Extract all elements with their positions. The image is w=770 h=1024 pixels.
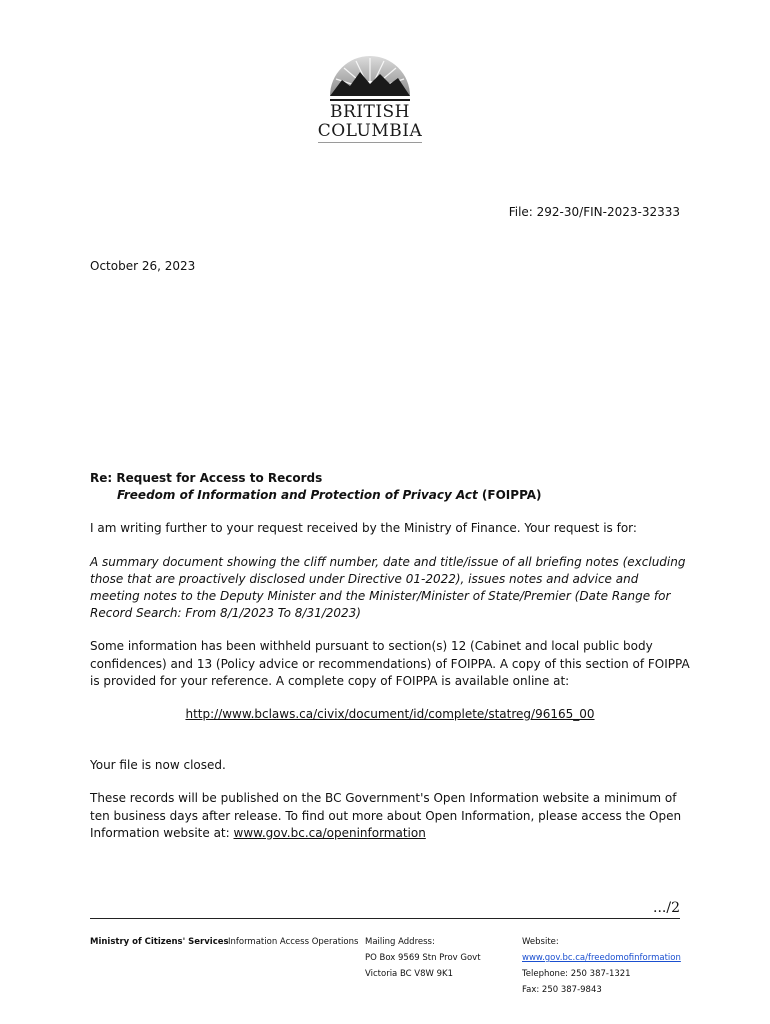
bc-logo xyxy=(312,46,428,146)
withheld-paragraph: Some information has been withheld pursuant to section(s) 12 (Cabinet and local public body confidences) and 13 (Policy advice or recommendations) of FOIPPA. A copy of this section of FOIPPA is provided for your reference. A complete copy of FOIPPA is available online at: xyxy=(90,639,690,688)
footer-divider xyxy=(90,918,680,919)
foippa-url-line xyxy=(90,706,690,723)
fax: Fax: 250 387-9843 xyxy=(522,985,602,995)
footer-ministry: Ministry of Citizens' Services xyxy=(90,937,229,947)
open-information-link[interactable]: www.gov.bc.ca/openinformation xyxy=(233,825,426,840)
letter-date: October 26, 2023 xyxy=(90,259,196,273)
spacer xyxy=(90,723,690,741)
foippa-link[interactable]: http://www.bclaws.ca/civix/document/id/complete/statreg/96165_00 xyxy=(185,707,595,722)
file-number: File: 292-30/FIN-2023-32333 xyxy=(508,205,680,219)
website-label: Website: xyxy=(522,937,559,947)
footer-mailing-address xyxy=(365,934,481,982)
intro-paragraph: I am writing further to your request received by the Ministry of Finance. Your request is for: xyxy=(90,521,637,536)
footer-contact xyxy=(522,934,681,998)
act-abbrev: (FOIPPA) xyxy=(477,488,542,503)
letter-body xyxy=(90,470,690,842)
re-subject: Re: Request for Access to Records xyxy=(90,471,323,485)
logo-british: BRITISH xyxy=(329,102,411,122)
published-text: These records will be published on the BC Government's Open Information website a minimum of ten business days after release. To find out more about Open Information, please access the Open Information website at: xyxy=(90,791,682,840)
mailing-line1: PO Box 9569 Stn Prov Govt xyxy=(365,953,481,963)
logo-rule xyxy=(318,142,422,143)
re-act-line xyxy=(90,487,690,504)
telephone: Telephone: 250 387-1321 xyxy=(522,969,631,979)
website-link[interactable]: www.gov.bc.ca/freedomofinformation xyxy=(522,953,681,963)
mailing-line2: Victoria BC V8W 9K1 xyxy=(365,969,454,979)
footer-office: Information Access Operations xyxy=(228,937,359,947)
published-paragraph xyxy=(90,790,690,842)
page-continuation: .../2 xyxy=(653,900,680,916)
bc-government-sun-mountains-logo xyxy=(326,46,414,104)
logo-columbia: COLUMBIA xyxy=(317,121,423,141)
closed-paragraph: Your file is now closed. xyxy=(90,758,226,773)
act-name: Freedom of Information and Protection of Privacy Act xyxy=(117,488,478,503)
mailing-label: Mailing Address: xyxy=(365,937,435,947)
request-paragraph: A summary document showing the cliff number, date and title/issue of all briefing notes (excluding those that are proactively disclosed under Directive 01-2022), issues notes and advice and meeting notes to the Deputy Minister and the Minister/Minister of State/Premier (Date Range for Record Search: From 8/1/2023 To 8/31/2023) xyxy=(90,554,686,621)
